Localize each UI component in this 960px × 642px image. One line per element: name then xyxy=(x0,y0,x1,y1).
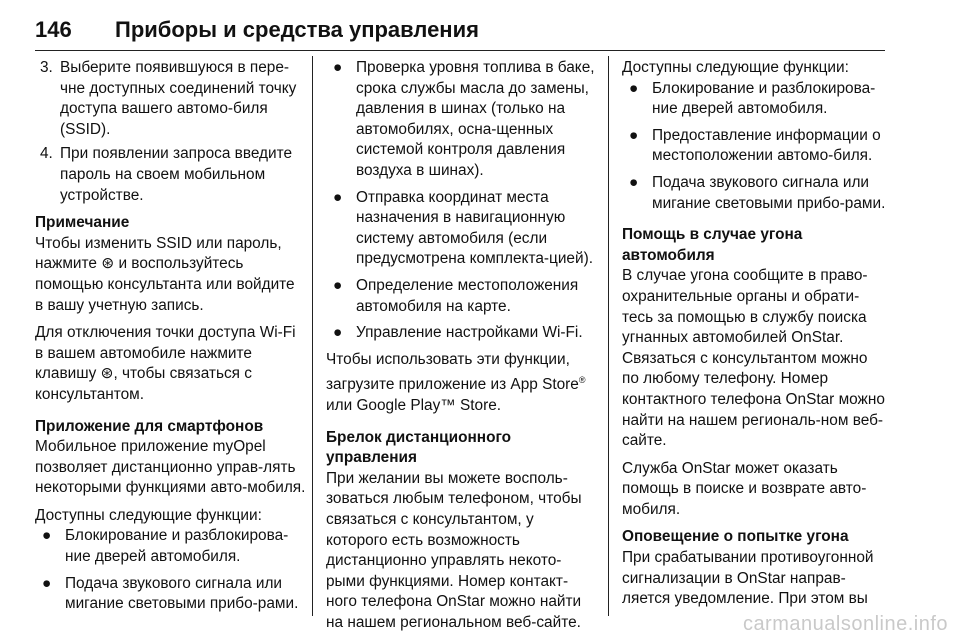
header-rule xyxy=(35,50,885,51)
bullet-icon: ● xyxy=(42,574,52,592)
step-item xyxy=(35,144,307,206)
note-text-part: Чтобы изменить SSID или пароль, нажмите xyxy=(35,234,282,273)
list-item-text: Подача звукового сигнала или мигание световыми прибо-рами. xyxy=(652,173,886,212)
note-text xyxy=(35,234,307,316)
bullet-icon: ● xyxy=(333,188,343,206)
download-text-part: Чтобы использовать эти функции, загрузите приложение из App Store xyxy=(326,350,579,394)
step-number: 4. xyxy=(40,145,53,163)
available-functions-text: Доступны следующие функции: xyxy=(35,506,262,524)
download-text-part: или Google Play™ Store. xyxy=(326,397,502,415)
list-item-text: Предоставление информации о местоположении автомо-биля. xyxy=(652,126,881,165)
list-item xyxy=(622,126,888,167)
onstar-button-icon: ⊛ xyxy=(100,365,114,383)
bullet-icon: ● xyxy=(333,59,343,76)
list-item-text: Подача звукового сигнала или мигание световыми прибо-рами. xyxy=(65,574,299,613)
download-text xyxy=(326,350,598,417)
list-item-text: Блокирование и разблокирова-ние дверей автомобиля. xyxy=(65,527,289,566)
disconnect-text xyxy=(35,323,307,405)
step-text: Выберите появившуюся в пере-чне доступных соединений точку доступа вашего автомо-биля (SSID). xyxy=(60,59,297,138)
list-item xyxy=(622,173,888,214)
section-heading-app: Приложение для смартфонов xyxy=(35,417,264,435)
list-item xyxy=(326,323,598,344)
steps-list xyxy=(35,58,307,206)
app-text: Мобильное приложение myOpel позволяет дистанционно управ-лять некоторыми функциями авто-мобиля. xyxy=(35,438,306,497)
bullet-icon: ● xyxy=(333,276,343,294)
theft-text: В случае угона сообщите в право-охранительные органы и обрати-тесь за помощью в службу поиска угнанных автомобилей OnStar. Связаться с консультантом можно по любому телефону. Номер контактного телефона OnStar можно найти на нашем региональ-ном веб-сайте. xyxy=(622,267,885,450)
bullet-icon: ● xyxy=(629,173,639,191)
list-item xyxy=(326,58,598,182)
running-title: Приборы и средства управления xyxy=(115,17,479,42)
step-item xyxy=(35,58,307,140)
page-header xyxy=(35,10,885,50)
note-heading: Примечание xyxy=(35,214,130,232)
column-separator xyxy=(312,56,313,616)
list-item-text: Отправка координат места назначения в навигационную систему автомобиля (если предусмотрена комплекта-цией). xyxy=(356,188,593,268)
section-heading-theft: Помощь в случае угона автомобиля xyxy=(622,226,803,264)
column-1 xyxy=(35,58,307,621)
list-item xyxy=(622,79,888,120)
functions-list xyxy=(622,79,888,215)
bullet-icon: ● xyxy=(629,79,639,97)
list-item-text: Проверка уровня топлива в баке, срока службы масла до замены, давления в шинах (только на автомобилях, осна-щенных системой контроля давления воздуха в шинах). xyxy=(356,59,595,179)
watermark: carmanualsonline.info xyxy=(742,613,948,635)
section-heading-alarm: Оповещение о попытке угона xyxy=(622,528,849,546)
note-text-part: и воспользуйтесь помощью консультанта или войдите в вашу учетную запись. xyxy=(35,255,295,314)
functions-list xyxy=(35,526,307,614)
list-item xyxy=(35,526,307,567)
disconnect-text-part: Для отключения точки доступа Wi-Fi в вашем автомобиле нажмите клавишу xyxy=(35,324,296,383)
bullet-icon: ● xyxy=(333,324,343,342)
bullet-icon: ● xyxy=(42,527,52,545)
functions-list xyxy=(326,58,598,344)
step-number: 3. xyxy=(40,59,53,76)
keyfob-text: При желании вы можете восполь-зоваться любым телефоном, чтобы связаться с консультантом, у которого есть возможность дистанционно управлять некото-рыми функциями. Номер контакт-ного телефона OnStar можно найти на нашем региональном веб-сайте. xyxy=(326,469,582,631)
disconnect-text-part: , чтобы связаться с консультантом. xyxy=(35,365,252,403)
service-text: Служба OnStar может оказать помощь в поиске и возврате авто-мобиля. xyxy=(622,459,867,518)
list-item-text: Определение местоположения автомобиля на карте. xyxy=(356,276,579,315)
column-separator xyxy=(608,56,609,616)
bullet-icon: ● xyxy=(629,126,639,144)
alarm-text: При срабатывании противоугонной сигнализации в OnStar направ-ляется уведомление. При этом вы xyxy=(622,549,874,608)
available-functions-text: Доступны следующие функции: xyxy=(622,59,849,76)
onstar-button-icon: ⊛ xyxy=(101,255,115,273)
page-number: 146 xyxy=(35,17,72,42)
column-2 xyxy=(326,58,598,641)
column-3 xyxy=(622,58,888,617)
list-item xyxy=(326,188,598,270)
section-heading-keyfob: Брелок дистанционного управления xyxy=(326,428,512,467)
list-item xyxy=(326,276,598,317)
registered-mark: ® xyxy=(578,375,586,386)
step-text: При появлении запроса введите пароль на своем мобильном устройстве. xyxy=(60,145,293,204)
list-item xyxy=(35,574,307,615)
list-item-text: Управление настройками Wi-Fi. xyxy=(356,324,583,342)
list-item-text: Блокирование и разблокирова-ние дверей автомобиля. xyxy=(652,79,876,118)
